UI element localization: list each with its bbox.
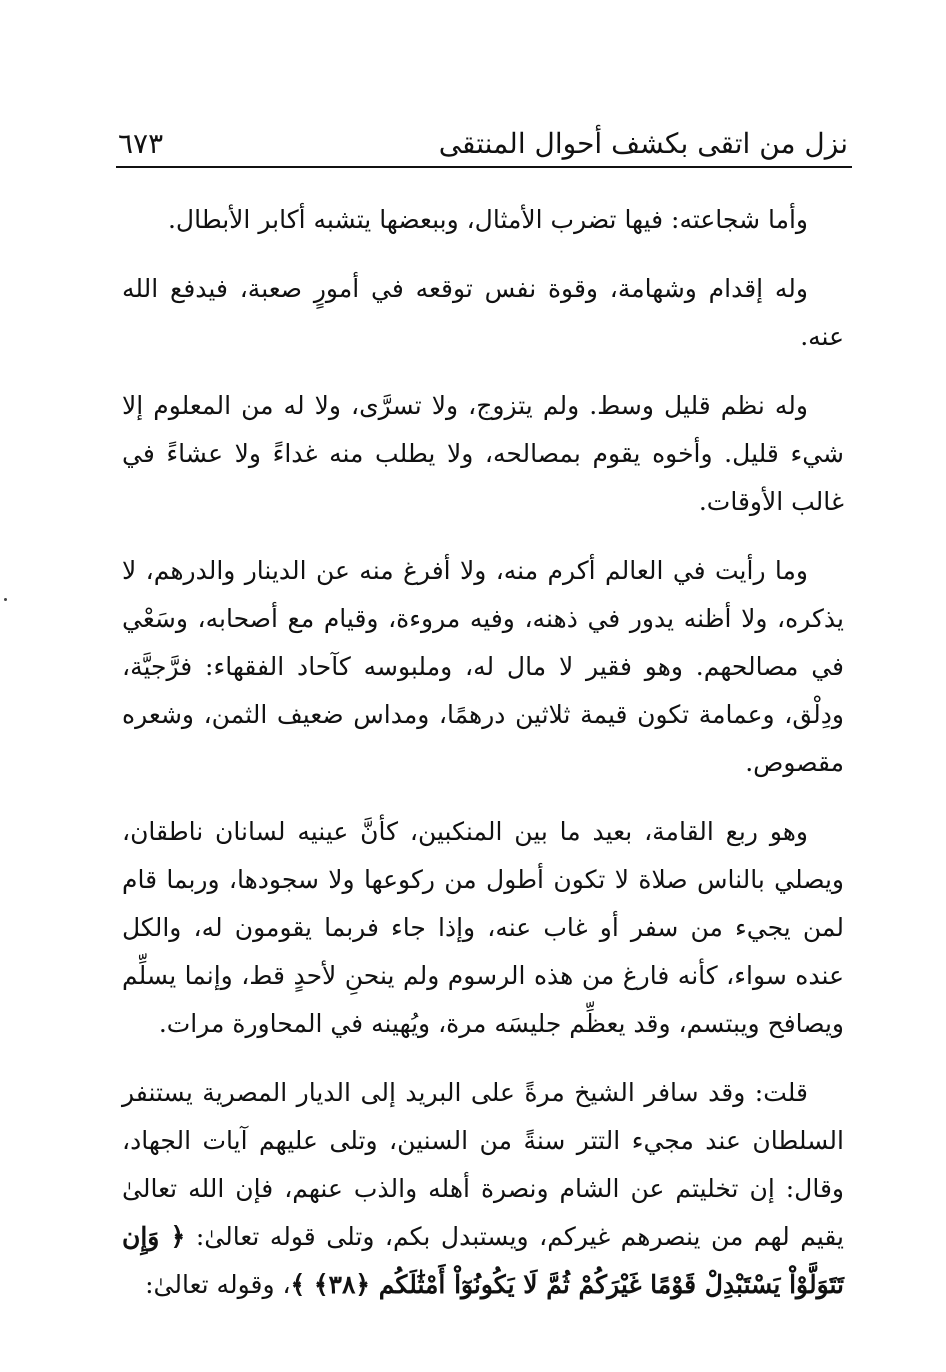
running-head-title: نزل من اتقى بكشف أحوال المنتقى	[438, 127, 848, 160]
page-number: ٦٧٣	[118, 127, 164, 160]
running-head	[118, 120, 848, 164]
paragraph-boldness: وله إقدام وشهامة، وقوة نفس توقعه في أمورٍ صعبة، فيدفع الله عنه.	[122, 274, 844, 351]
paragraph-courage: وأما شجاعته: فيها تضرب الأمثال، وببعضها يتشبه أكابر الأبطال.	[167, 205, 808, 234]
quran-verse: ﴿ وَإِن تَتَوَلَّوْاْ يَسْتَبْدِلْ قَوْمًا غَيْرَكُمْ ثُمَّ لَا يَكُونُوٓاْ أَمْثَٰلَكُم ﴿٣٨﴾ ﴾	[122, 1222, 844, 1299]
scan-speck	[4, 598, 7, 601]
journey-text: قلت: وقد سافر الشيخ مرةً على البريد إلى الديار المصرية يستنفر السلطان عند مجيء التتر سنةً من السنين، وتلى عليهم آيات الجهاد، وقال: إن تخليتم عن الشام ونصرة أهله والذب عنهم، فإن الله تعالىٰ يقيم لهم من ينصرهم غيركم، ويستبدل بكم، وتلى قوله تعالىٰ:	[122, 1078, 844, 1251]
paragraph-poetry: وله نظم قليل وسط. ولم يتزوج، ولا تسرَّى، ولا له من المعلوم إلا شيء قليل. وأخوه يقوم بمصالحه، ولا يطلب منه غداءً ولا عشاءً في غالب الأوقات.	[122, 391, 844, 516]
header-rule	[116, 166, 852, 168]
paragraph-journey	[122, 1069, 844, 1309]
paragraph-generosity: وما رأيت في العالم أكرم منه، ولا أفرغ منه عن الدينار والدرهم، لا يذكره، ولا أظنه يدور في ذهنه، وفيه مروءة، وقيام مع أصحابه، وسَعْي في مصالحهم. وهو فقير لا مال له، وملبوسه كآحاد الفقهاء: فرَّجيَّة، ودِلْق، وعمامة تكون قيمة ثلاثين درهمًا، ومداس ضعيف الثمن، وشعره مقصوص.	[122, 556, 844, 777]
paragraph-appearance: وهو ربع القامة، بعيد ما بين المنكبين، كأنَّ عينيه لسانان ناطقان، ويصلي بالناس صلاة لا تكون أطول من ركوعها ولا سجودها، وربما قام لمن يجيء من سفر أو غاب عنه، وإذا جاء فربما يقومون له، والكل عنده سواء، كأنه فارغ من هذه الرسوم ولم ينحنِ لأحدٍ قط، وإنما يسلِّم ويصافح ويبتسم، وقد يعظِّم جليسَه مرة، ويُهينه في المحاورة مرات.	[122, 817, 844, 1038]
body-text	[122, 196, 844, 1330]
journey-continuation: ، وقوله تعالىٰ:	[145, 1270, 291, 1299]
